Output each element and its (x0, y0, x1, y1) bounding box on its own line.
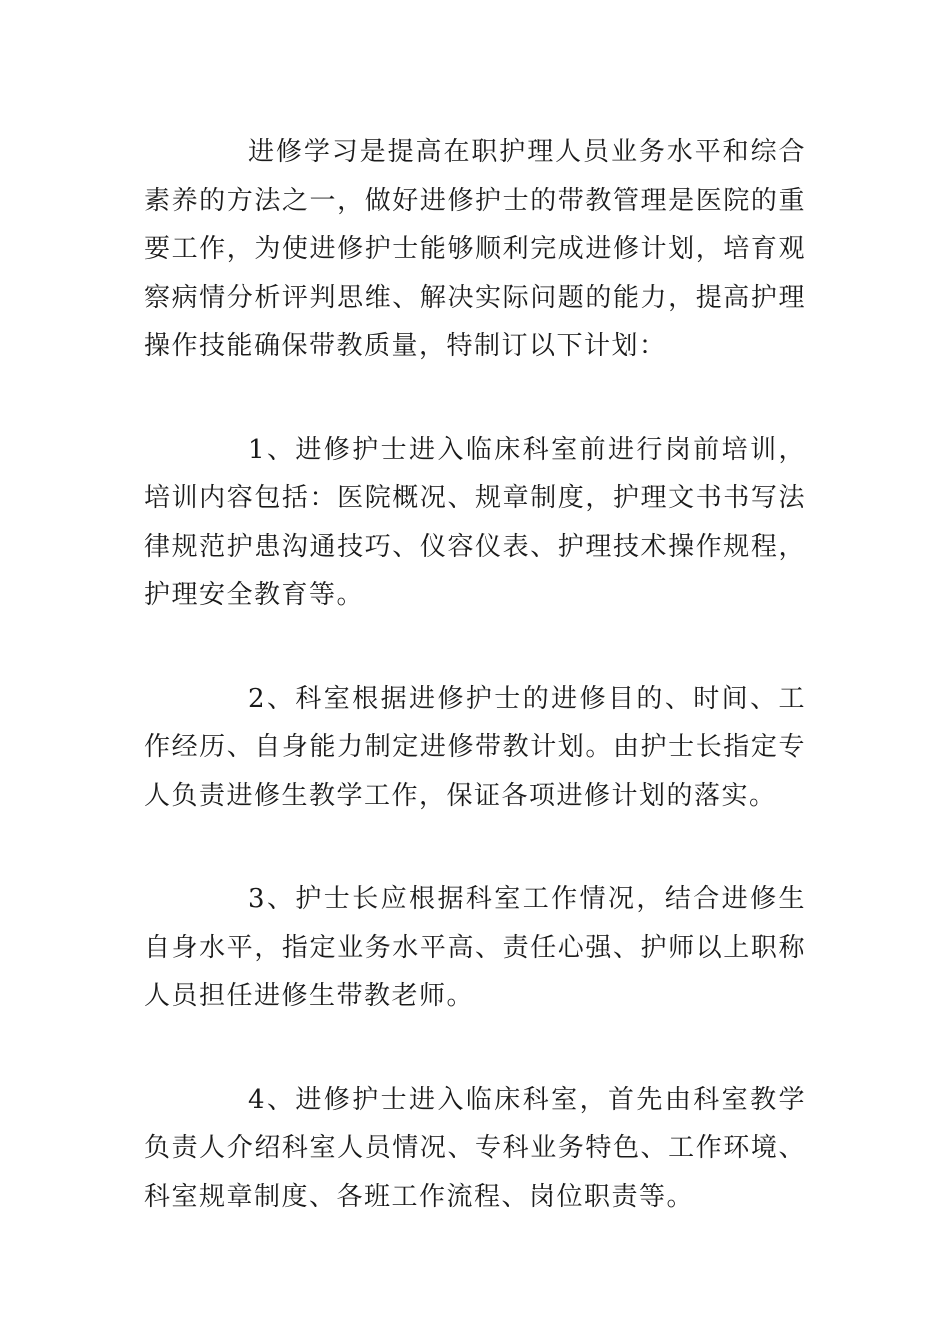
paragraph-item-3: 3、护士长应根据科室工作情况，结合进修生自身水平，指定业务水平高、责任心强、护师以上职称人员担任进修生带教老师。 (144, 884, 806, 1011)
paragraph-item-2: 2、科室根据进修护士的进修目的、时间、工作经历、自身能力制定进修带教计划。由护士长指定专人负责进修生教学工作，保证各项进修计划的落实。 (144, 683, 806, 811)
document-body (144, 128, 806, 1276)
paragraph-item-1: 1、进修护士进入临床科室前进行岗前培训，培训内容包括：医院概况、规章制度，护理文书书写法律规范护患沟通技巧、仪容仪表、护理技术操作规程，护理安全教育等。 (144, 434, 806, 610)
paragraph-intro: 进修学习是提高在职护理人员业务水平和综合素养的方法之一，做好进修护士的带教管理是医院的重要工作，为使进修护士能够顺利完成进修计划，培育观察病情分析评判思维、解决实际问题的能力，提高护理操作技能确保带教质量，特制订以下计划： (144, 137, 806, 361)
paragraph-item-4: 4、进修护士进入临床科室，首先由科室教学负责人介绍科室人员情况、专科业务特色、工作环境、科室规章制度、各班工作流程、岗位职责等。 (144, 1084, 806, 1212)
